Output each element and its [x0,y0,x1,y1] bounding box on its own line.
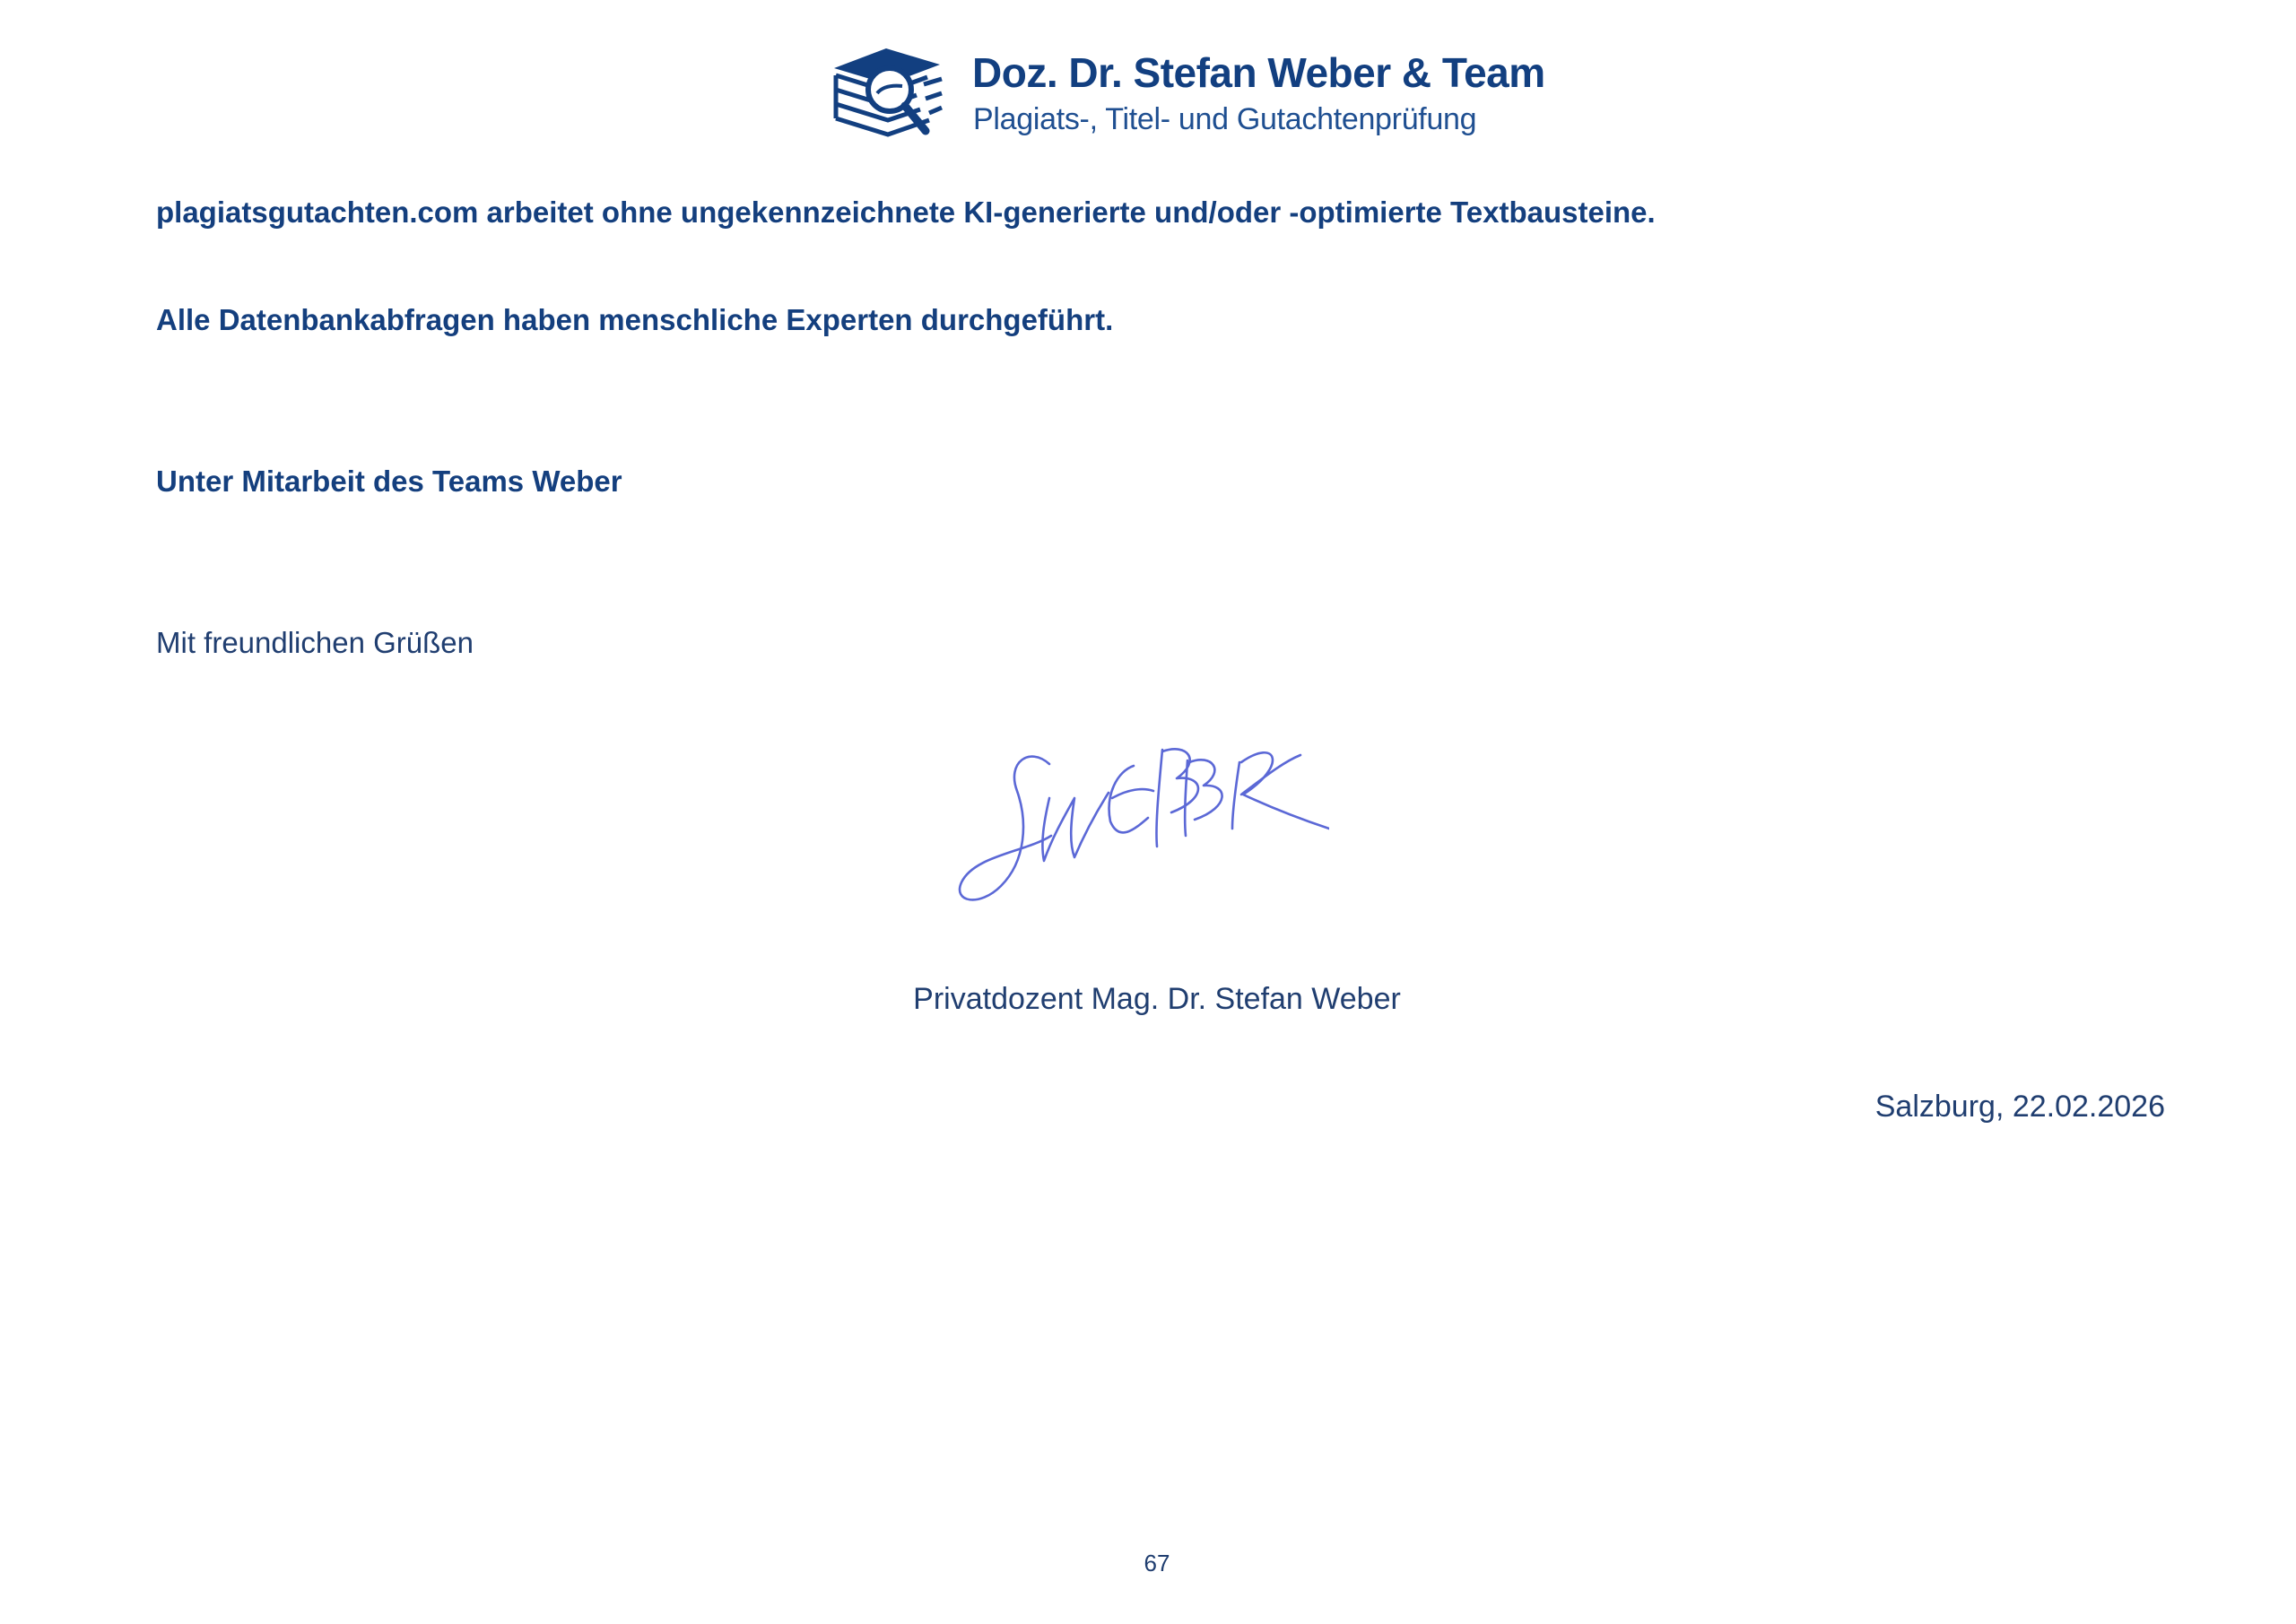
letterhead [831,43,1545,151]
statement-ai-free: plagiatsgutachten.com arbeitet ohne ungekennzeichnete KI-generierte und/oder -optimierte Textbausteine. [156,195,1656,229]
place-date: Salzburg, 22.02.2026 [1874,1090,2165,1124]
brand-name: Doz. Dr. Stefan Weber & Team [972,49,1545,96]
brand-tagline: Plagiats-, Titel- und Gutachtenprüfung [973,102,1477,136]
books-magnifier-icon [831,45,944,145]
statement-human-experts: Alle Datenbankabfragen haben menschliche Experten durchgeführt. [156,303,1114,336]
statement-team: Unter Mitarbeit des Teams Weber [156,465,622,498]
closing-greeting: Mit freundlichen Grüßen [156,626,474,659]
handwritten-signature [944,735,1329,915]
signer-name: Privatdozent Mag. Dr. Stefan Weber [913,982,1401,1016]
page-number: 67 [1144,1550,1170,1576]
